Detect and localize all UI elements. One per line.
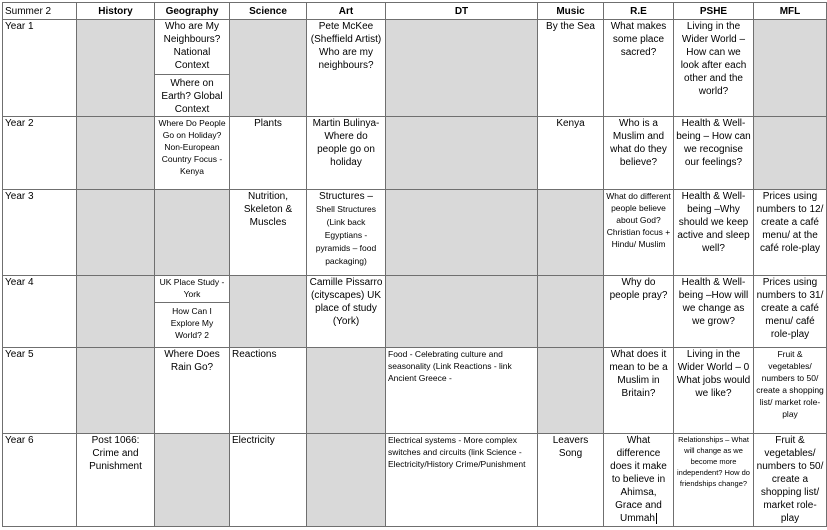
art-cell — [307, 434, 386, 527]
text-cursor — [656, 513, 657, 524]
subject-header: Science — [230, 3, 307, 20]
table-row — [3, 117, 827, 190]
re-cell: What makes some place sacred? — [604, 20, 674, 117]
table-row — [3, 190, 827, 276]
geography-cell — [155, 20, 230, 117]
music-cell: Kenya — [538, 117, 604, 190]
year-label: Year 3 — [3, 190, 77, 276]
table-row — [3, 20, 827, 117]
dt-cell — [386, 117, 538, 190]
pshe-cell: Health & Well-being –Why should we keep active and sleep well? — [674, 190, 754, 276]
year-label: Year 1 — [3, 20, 77, 117]
art-unit-title: Structures – — [319, 191, 373, 202]
history-cell — [77, 276, 155, 348]
subject-header: Art — [307, 3, 386, 20]
pshe-cell: Relationships – What will change as we become more independent? How do friendships change? — [674, 434, 754, 527]
dt-cell — [386, 190, 538, 276]
history-cell — [77, 20, 155, 117]
art-cell: Camille Pissarro (cityscapes) UK place of study (York) — [307, 276, 386, 348]
science-cell: Nutrition, Skeleton & Muscles — [230, 190, 307, 276]
mfl-cell: Prices using numbers to 31/ create a café menu/ café role-play — [754, 276, 827, 348]
dt-cell — [386, 20, 538, 117]
geography-unit: UK Place Study - York — [159, 277, 225, 299]
re-text: What difference does it make to believe in Ahimsa, Grace and Ummah — [610, 435, 667, 524]
mfl-cell — [754, 117, 827, 190]
music-cell: By the Sea — [538, 20, 604, 117]
dt-cell — [386, 276, 538, 348]
subject-header: Geography — [155, 3, 230, 20]
geography-cell: Where Does Rain Go? — [155, 348, 230, 434]
art-cell: Martin Bulinya- Where do people go on holiday — [307, 117, 386, 190]
mfl-cell — [754, 20, 827, 117]
dt-cell: Food - Celebrating culture and seasonality (Link Reactions - link Ancient Greece - — [386, 348, 538, 434]
geography-unit: Who are My Neighbours? National Context — [163, 21, 221, 71]
art-cell — [307, 190, 386, 276]
pshe-cell: Health & Well-being – How can we recognise our feelings? — [674, 117, 754, 190]
geography-cell — [155, 190, 230, 276]
science-cell — [230, 276, 307, 348]
science-cell: Reactions — [230, 348, 307, 434]
geography-unit: Where on Earth? Global Context — [155, 74, 229, 116]
year-label: Year 5 — [3, 348, 77, 434]
pshe-cell: Living in the Wider World – 0 What jobs would we like? — [674, 348, 754, 434]
history-cell — [77, 117, 155, 190]
year-label: Year 2 — [3, 117, 77, 190]
music-cell — [538, 276, 604, 348]
subject-header: R.E — [604, 3, 674, 20]
subject-header: Music — [538, 3, 604, 20]
art-cell: Pete McKee (Sheffield Artist) Who are my neighbours? — [307, 20, 386, 117]
science-cell: Electricity — [230, 434, 307, 527]
curriculum-table — [2, 2, 827, 527]
season-header: Summer 2 — [3, 3, 77, 20]
art-unit-detail: Shell Structures (Link back Egyptians - pyramids – food packaging) — [315, 204, 377, 266]
table-row — [3, 348, 827, 434]
table-row — [3, 434, 827, 527]
history-cell — [77, 190, 155, 276]
year-label: Year 4 — [3, 276, 77, 348]
art-cell — [307, 348, 386, 434]
geography-cell — [155, 434, 230, 527]
science-cell: Plants — [230, 117, 307, 190]
mfl-cell: Fruit & vegetables/ numbers to 50/ create a shopping list/ market role-play — [754, 348, 827, 434]
pshe-cell: Health & Well-being –How will we change as we grow? — [674, 276, 754, 348]
mfl-cell: Fruit & vegetables/ numbers to 50/ create a shopping list/ market role-play — [754, 434, 827, 527]
geography-cell — [155, 276, 230, 348]
dt-cell: Electrical systems - More complex switches and circuits (link Science - Electricity/History Crime/Punishment — [386, 434, 538, 527]
geography-cell: Where Do People Go on Holiday? Non-European Country Focus - Kenya — [155, 117, 230, 190]
geography-unit: How Can I Explore My World? 2 — [155, 302, 229, 341]
subject-header: DT — [386, 3, 538, 20]
pshe-cell: Living in the Wider World – How can we look after each other and the world? — [674, 20, 754, 117]
music-cell — [538, 348, 604, 434]
re-cell: What do different people believe about God? Christian focus + Hindu/ Muslim — [604, 190, 674, 276]
re-cell: What does it mean to be a Muslim in Britain? — [604, 348, 674, 434]
history-cell — [77, 348, 155, 434]
music-cell — [538, 190, 604, 276]
history-cell: Post 1066: Crime and Punishment — [77, 434, 155, 527]
re-cell: Why do people pray? — [604, 276, 674, 348]
year-label: Year 6 — [3, 434, 77, 527]
table-row — [3, 276, 827, 348]
music-cell: Leavers Song — [538, 434, 604, 527]
header-row — [3, 3, 827, 20]
subject-header: PSHE — [674, 3, 754, 20]
subject-header: History — [77, 3, 155, 20]
subject-header: MFL — [754, 3, 827, 20]
re-cell: Who is a Muslim and what do they believe? — [604, 117, 674, 190]
mfl-cell: Prices using numbers to 12/ create a café menu/ at the café role-play — [754, 190, 827, 276]
science-cell — [230, 20, 307, 117]
re-cell — [604, 434, 674, 527]
